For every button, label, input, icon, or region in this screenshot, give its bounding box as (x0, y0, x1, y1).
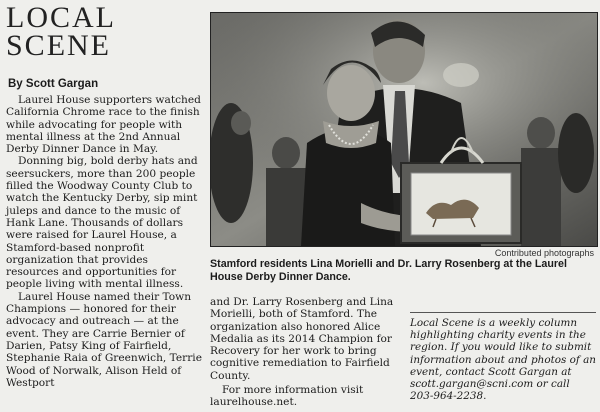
section-title (6, 1, 202, 62)
article-paragraph-5: For more information visit laurelhouse.net. (210, 384, 364, 409)
photo-caption: Stamford residents Lina Morielli and Dr. Larry Rosenberg at the Laurel House Derby Dinner Dance. (210, 258, 567, 283)
event-photo (210, 12, 598, 247)
sidebar-box (410, 312, 596, 402)
section-title-line2: SCENE (6, 29, 112, 62)
event-photo-image (211, 13, 597, 246)
left-column (6, 1, 202, 408)
section-title-line1: LOCAL (6, 1, 116, 34)
article-paragraph-3: Laurel House named their Town Champions — honored for their advocacy and outreach — at the event. They are Carrie Bernier of Darien, Patsy King of Fairfield, Stephanie Raia of Greenwich, Terrie Wood of Norwalk, Alison Held of Westport (6, 290, 202, 389)
byline: By Scott Gargan (8, 78, 99, 90)
sidebar-note: Local Scene is a weekly column highlighting charity events in the region. If you would like to submit information about and photos of an event, contact Scott Gargan at scott.gargan@scni.com or call 203-964-2238. (410, 317, 596, 403)
middle-column (210, 296, 400, 409)
article-paragraph-1: Laurel House supporters watched California Chrome race to the finish while advocating for people with mental illness at the 2nd Annual Derby Dinner Dance in May. (6, 94, 201, 156)
article-paragraph-4: and Dr. Larry Rosenberg and Lina Morielli, both of Stamford. The organization also honored Alice Medalia as its 2014 Champion for Recovery for her work to bring cognitive remediation to Fairfield County. (210, 296, 394, 382)
photo-credit: Contributed photographs (494, 248, 594, 258)
article-paragraph-2: Donning big, bold derby hats and seersuckers, more than 200 people filled the Woodway County Club to watch the Kentucky Derby, sip mint juleps and dance to the music of Hank Lane. Thousands of dollars were raised for Laurel House, a Stamford-based nonprofit organization that provides resources and opportunities for people living with mental illness. (6, 155, 198, 291)
